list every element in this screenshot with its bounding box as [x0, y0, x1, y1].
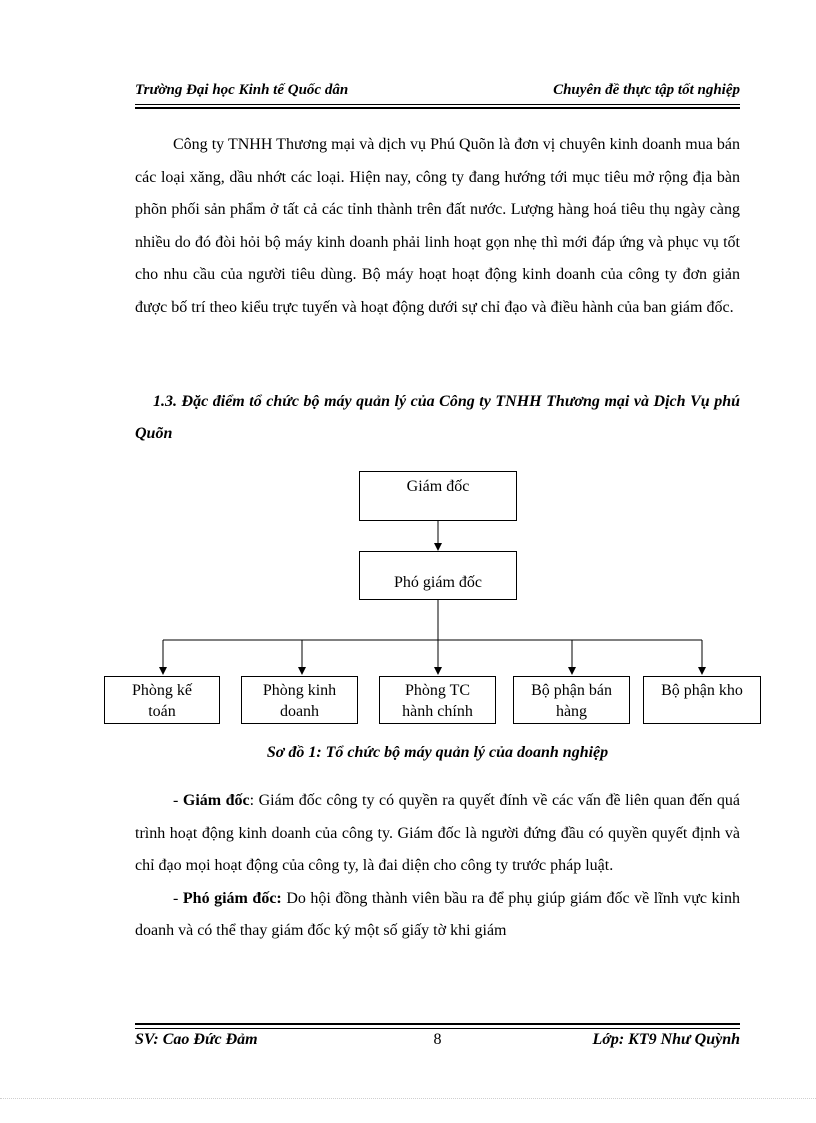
org-box-dept-accounting	[104, 676, 220, 724]
dept-label-line1: Bộ phận bán	[531, 682, 612, 699]
dept-label-line1: Phòng kế	[132, 682, 192, 699]
org-box-dept-business	[241, 676, 358, 724]
arrow-dept-2	[298, 667, 306, 675]
dept-label-line2: toán	[148, 703, 176, 720]
roles-block	[135, 785, 740, 948]
dept-label-line2: doanh	[279, 703, 320, 720]
header-report-title: Chuyên đề thực tập tốt nghiệp	[553, 82, 740, 98]
dept-label-line2: hàng	[555, 703, 588, 720]
org-box-deputy	[359, 551, 517, 600]
org-deputy-label: Phó giám đốc	[394, 574, 482, 591]
footer-student: SV: Cao Đức Đảm	[135, 1031, 258, 1048]
intro-paragraph: Công ty TNHH Thương mại và dịch vụ Phú Quõn là đơn vị chuyên kinh doanh mua bán các loại xăng, dầu nhớt các loại. Hiện nay, công ty đang hướng tới mục tiêu mở rộng địa bàn phõn phối sản phẩm ở tất cả các tỉnh thành trên đất nước. Lượng hàng hoá tiêu thụ ngày càng nhiều do đó đòi hỏi bộ máy kinh doanh phải linh hoạt gọn nhẹ thì mới đáp ứng và phục vụ tốt cho nhu cầu của người tiêu dùng. Bộ máy hoạt hoạt động kinh doanh của công ty đơn giản được bố trí theo kiểu trực tuyến và hoạt động dưới sự chỉ đạo và điều hành của ban giám đốc.	[135, 136, 740, 316]
org-box-dept-admin	[379, 676, 496, 724]
dept-label-line1: Phòng kinh	[262, 682, 337, 699]
footer-rule-thin	[135, 1028, 740, 1029]
role-text: Do hội đồng thành viên bầu ra để phụ giúp giám đốc về lĩnh vực kinh doanh và có thể thay giám đốc ký một số giấy tờ khi giám	[135, 889, 741, 939]
page-break-line	[0, 1098, 816, 1099]
dept-label-line1: Bộ phận kho	[661, 682, 743, 699]
role-prefix: -	[173, 792, 183, 809]
org-box-dept-sales	[513, 676, 630, 724]
role-item-director	[135, 785, 740, 883]
dept-label-line1: Phòng TC	[404, 682, 471, 699]
dept-label-line2: hành chính	[402, 703, 473, 720]
org-box-dept-warehouse	[643, 676, 761, 724]
footer-class: Lớp: KT9 Như Quỳnh	[592, 1031, 740, 1048]
role-term: Phó giám đốc:	[182, 889, 282, 907]
arrow-dept-3	[434, 667, 442, 675]
arrow-to-deputy	[434, 543, 442, 551]
role-term: Giám đốc	[182, 792, 250, 809]
role-text: : Giám đốc công ty có quyền ra quyết đính về các vấn đề liên quan đến quá trình hoạt động kinh doanh của công ty. Giám đốc là người đứng đầu có quyền quyết định và chỉ đạo mọi hoạt động của công ty, là đai diện cho công ty trước pháp luật.	[135, 792, 741, 874]
arrow-dept-1	[159, 667, 167, 675]
footer-rule-thick	[135, 1023, 740, 1025]
org-director-label: Giám đốc	[406, 478, 470, 495]
footer-page-number: 8	[433, 1031, 442, 1048]
role-prefix: -	[173, 889, 183, 907]
arrow-dept-4	[568, 667, 576, 675]
org-chart-caption: Sơ đồ 1: Tổ chức bộ máy quản lý của doanh nghiệp	[266, 744, 609, 761]
header-school: Trường Đại học Kinh tế Quốc dân	[135, 82, 349, 98]
role-item-deputy	[135, 883, 740, 948]
org-box-director	[359, 471, 517, 521]
arrow-dept-5	[698, 667, 706, 675]
section-heading: 1.3. Đặc điểm tổ chức bộ máy quản lý của Công ty TNHH Thương mại và Dịch Vụ phú Quõn	[135, 393, 740, 442]
